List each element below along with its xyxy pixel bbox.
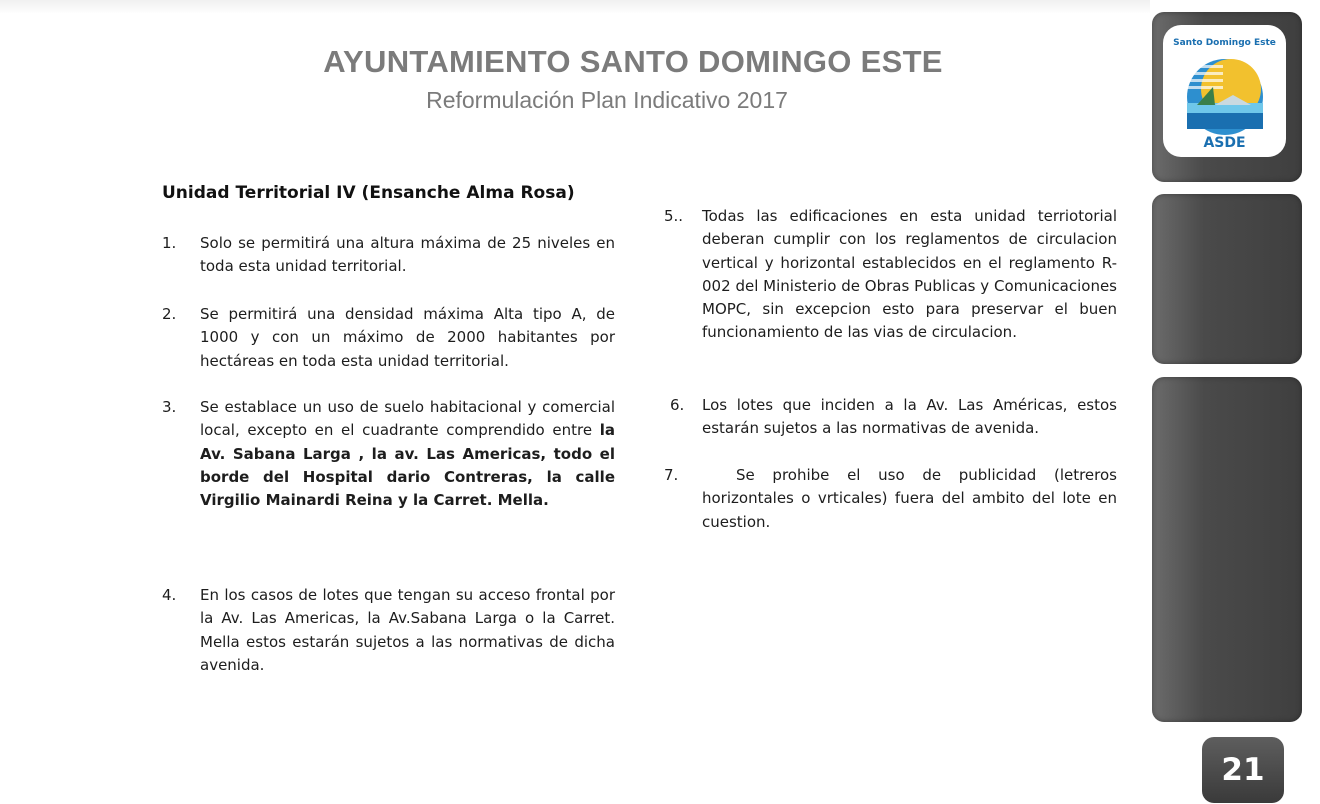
section-heading: Unidad Territorial IV (Ensanche Alma Rosa) [162,183,575,203]
item-number: 5.. [664,207,684,225]
list-item-2 [162,303,615,373]
item-text: Todas las edificaciones en esta unidad terriotorial deberan cumplir con los reglamentos de circulacion vertical y horizontal establecidos en el reglamento R-002 del Ministerio de Obras Publicas y Comunicaciones MOPC, sin excepcion esto para preservar el buen funcionamiento de las vias de circulacion. [702,207,1117,342]
asde-logo [1163,25,1286,157]
item-number: 4. [162,586,177,604]
item-number: 1. [162,234,177,252]
page-number: 21 [1202,737,1284,803]
item-text-plain: Se establace un uso de suelo habitacional y comercial local, excepto en el cuadrante comprendido entre [200,398,615,440]
item-text: Se prohibe el uso de publicidad (letreros horizontales o vrticales) fuera del ambito del lote en cuestion. [702,466,1117,531]
item-text [200,396,615,512]
page-title: AYUNTAMIENTO SANTO DOMINGO ESTE [323,44,943,79]
logo-title-text: Santo Domingo Este [1173,38,1276,48]
list-item-7 [664,464,1117,534]
list-item-3 [162,396,615,512]
item-text: Los lotes que inciden a la Av. Las Américas, estos estarán sujetos a las normativas de avenida. [702,396,1117,438]
page-subtitle: Reformulación Plan Indicativo 2017 [426,87,788,113]
item-number: 2. [162,305,177,323]
item-number: 6. [670,396,685,414]
item-number: 3. [162,398,177,416]
list-item-6 [664,394,1117,441]
sidebar-panel-bottom [1152,377,1302,722]
list-item-5 [664,205,1117,345]
item-text: Solo se permitirá una altura máxima de 25 niveles en toda esta unidad territorial. [200,234,615,276]
list-item-1 [162,232,615,279]
item-text-bold: la Av. Sabana Larga , la av. Las Americas, todo el borde del Hospital dario Contreras, la calle Virgilio Mainardi Reina y la Carret. Mella. [200,421,615,510]
sidebar-panel-middle [1152,194,1302,364]
logo-acronym: ASDE [1203,135,1246,151]
list-item-4 [162,584,615,677]
item-number: 7. [664,466,679,484]
top-shadow [0,0,1150,14]
item-text: En los casos de lotes que tengan su acceso frontal por la Av. Las Americas, la Av.Sabana Larga o la Carret. Mella estos estarán sujetos a las normativas de dicha avenida. [200,586,615,674]
item-text: Se permitirá una densidad máxima Alta tipo A, de 1000 y con un máximo de 2000 habitantes por hectáreas en toda esta unidad territorial. [200,305,615,370]
